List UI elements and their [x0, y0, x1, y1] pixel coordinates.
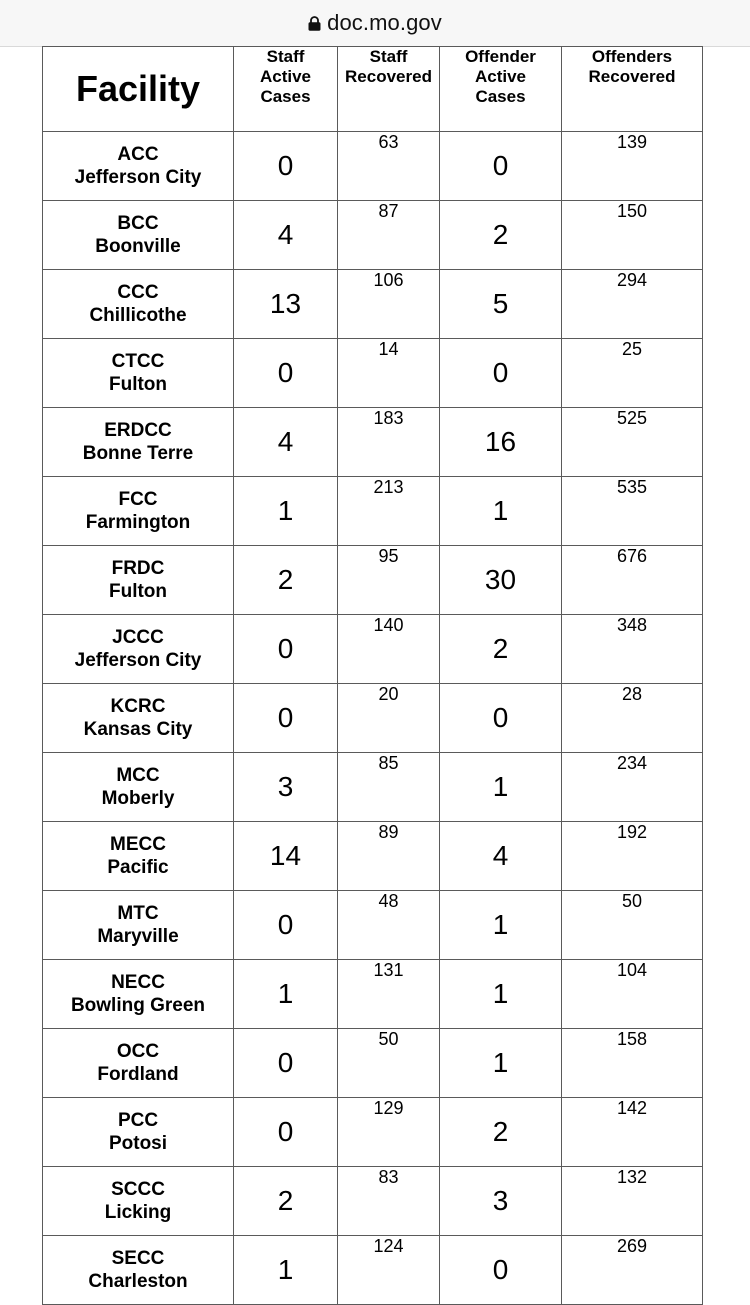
facility-code: OCC: [116, 1041, 160, 1062]
offenders-recovered-cell: 139: [562, 132, 703, 201]
facility-city: Bowling Green: [70, 995, 206, 1016]
offenders-recovered-cell: 104: [562, 960, 703, 1029]
table-row: [43, 1236, 703, 1305]
staff-recovered-cell: 129: [338, 1098, 440, 1167]
staff-recovered-cell: 50: [338, 1029, 440, 1098]
offenders-recovered-cell: 150: [562, 201, 703, 270]
staff-recovered-cell: 14: [338, 339, 440, 408]
staff-active-cases-cell: 0: [234, 684, 338, 753]
facility-cell: [43, 1098, 234, 1167]
facility-city: Charleston: [88, 1271, 188, 1292]
staff-active-cases-cell: 0: [234, 1029, 338, 1098]
offenders-recovered-cell: 676: [562, 546, 703, 615]
facility-code: NECC: [111, 972, 165, 993]
staff-active-cases-cell: 0: [234, 339, 338, 408]
offender-active-cases-cell: 30: [440, 546, 562, 615]
offender-active-cases-cell: 1: [440, 753, 562, 822]
table-row: [43, 201, 703, 270]
facility-code: ERDCC: [104, 420, 172, 441]
facility-cell: [43, 270, 234, 339]
facility-city: Chillicothe: [89, 305, 187, 326]
covid-cases-table: [42, 46, 703, 1305]
offenders-recovered-cell: 294: [562, 270, 703, 339]
offender-active-cases-cell: 0: [440, 1236, 562, 1305]
table-row: [43, 477, 703, 546]
staff-recovered-cell: 140: [338, 615, 440, 684]
facility-city: Kansas City: [83, 719, 193, 740]
facility-city: Potosi: [108, 1133, 168, 1154]
offenders-recovered-cell: 525: [562, 408, 703, 477]
facility-code: CCC: [117, 282, 159, 303]
offenders-recovered-cell: 234: [562, 753, 703, 822]
offender-active-cases-cell: 2: [440, 615, 562, 684]
facility-cell: [43, 1029, 234, 1098]
header-offender-active-cases: Offender Active Cases: [440, 47, 562, 132]
offender-active-cases-cell: 3: [440, 1167, 562, 1236]
facility-city: Jefferson City: [74, 167, 202, 188]
facility-code: JCCC: [112, 627, 164, 648]
staff-active-cases-cell: 4: [234, 408, 338, 477]
staff-active-cases-cell: 0: [234, 1098, 338, 1167]
facility-code: FRDC: [111, 558, 165, 579]
staff-recovered-cell: 63: [338, 132, 440, 201]
staff-active-cases-cell: 2: [234, 1167, 338, 1236]
browser-address-bar[interactable]: [0, 0, 750, 47]
facility-city: Bonne Terre: [82, 443, 194, 464]
facility-city: Fulton: [108, 581, 168, 602]
table-row: [43, 339, 703, 408]
offender-active-cases-cell: 2: [440, 1098, 562, 1167]
facility-cell: [43, 132, 234, 201]
facility-code: MTC: [117, 903, 159, 924]
header-staff-active-cases: Staff Active Cases: [234, 47, 338, 132]
staff-active-cases-cell: 0: [234, 132, 338, 201]
facility-city: Maryville: [97, 926, 179, 947]
facility-city: Fulton: [108, 374, 168, 395]
offender-active-cases-cell: 0: [440, 339, 562, 408]
staff-recovered-cell: 106: [338, 270, 440, 339]
offenders-recovered-cell: 158: [562, 1029, 703, 1098]
staff-recovered-cell: 87: [338, 201, 440, 270]
facility-code: ACC: [117, 144, 159, 165]
facility-cell: [43, 546, 234, 615]
offenders-recovered-cell: 192: [562, 822, 703, 891]
staff-recovered-cell: 131: [338, 960, 440, 1029]
offender-active-cases-cell: 1: [440, 891, 562, 960]
staff-active-cases-cell: 1: [234, 477, 338, 546]
facility-cell: [43, 1167, 234, 1236]
offender-active-cases-cell: 1: [440, 477, 562, 546]
table-row: [43, 270, 703, 339]
offenders-recovered-cell: 535: [562, 477, 703, 546]
staff-active-cases-cell: 0: [234, 891, 338, 960]
staff-active-cases-cell: 1: [234, 1236, 338, 1305]
table-header-row: [43, 47, 703, 132]
lock-icon: [308, 16, 321, 31]
staff-active-cases-cell: 1: [234, 960, 338, 1029]
staff-active-cases-cell: 4: [234, 201, 338, 270]
offenders-recovered-cell: 269: [562, 1236, 703, 1305]
facility-cell: [43, 477, 234, 546]
facility-city: Licking: [104, 1202, 172, 1223]
facility-cell: [43, 408, 234, 477]
facility-cell: [43, 201, 234, 270]
facility-city: Fordland: [97, 1064, 179, 1085]
offenders-recovered-cell: 142: [562, 1098, 703, 1167]
offenders-recovered-cell: 50: [562, 891, 703, 960]
facility-code: FCC: [118, 489, 158, 510]
facility-code: KCRC: [110, 696, 166, 717]
facility-code: MCC: [116, 765, 160, 786]
facility-code: SECC: [111, 1248, 165, 1269]
staff-recovered-cell: 83: [338, 1167, 440, 1236]
facility-cell: [43, 822, 234, 891]
staff-recovered-cell: 48: [338, 891, 440, 960]
staff-active-cases-cell: 14: [234, 822, 338, 891]
facility-code: BCC: [117, 213, 159, 234]
table-row: [43, 408, 703, 477]
staff-recovered-cell: 124: [338, 1236, 440, 1305]
staff-recovered-cell: 183: [338, 408, 440, 477]
offenders-recovered-cell: 132: [562, 1167, 703, 1236]
staff-active-cases-cell: 0: [234, 615, 338, 684]
table-row: [43, 1167, 703, 1236]
facility-city: Boonville: [95, 236, 181, 257]
facility-code: MECC: [110, 834, 166, 855]
offender-active-cases-cell: 0: [440, 132, 562, 201]
offender-active-cases-cell: 1: [440, 960, 562, 1029]
facility-code: PCC: [117, 1110, 159, 1131]
offender-active-cases-cell: 1: [440, 1029, 562, 1098]
staff-recovered-cell: 89: [338, 822, 440, 891]
facility-code: CTCC: [111, 351, 165, 372]
table-row: [43, 1098, 703, 1167]
table-row: [43, 684, 703, 753]
staff-recovered-cell: 85: [338, 753, 440, 822]
staff-active-cases-cell: 3: [234, 753, 338, 822]
offender-active-cases-cell: 0: [440, 684, 562, 753]
facility-cell: [43, 339, 234, 408]
table-row: [43, 891, 703, 960]
staff-recovered-cell: 213: [338, 477, 440, 546]
table-row: [43, 753, 703, 822]
table-row: [43, 960, 703, 1029]
facility-city: Pacific: [107, 857, 169, 878]
facility-cell: [43, 891, 234, 960]
offender-active-cases-cell: 2: [440, 201, 562, 270]
facility-cell: [43, 753, 234, 822]
table-row: [43, 615, 703, 684]
offenders-recovered-cell: 25: [562, 339, 703, 408]
facility-cell: [43, 960, 234, 1029]
header-staff-recovered: Staff Recovered: [338, 47, 440, 132]
table-row: [43, 1029, 703, 1098]
offender-active-cases-cell: 5: [440, 270, 562, 339]
table-row: [43, 546, 703, 615]
staff-active-cases-cell: 2: [234, 546, 338, 615]
facility-cell: [43, 615, 234, 684]
facility-city: Farmington: [85, 512, 191, 533]
offenders-recovered-cell: 348: [562, 615, 703, 684]
staff-recovered-cell: 20: [338, 684, 440, 753]
offender-active-cases-cell: 4: [440, 822, 562, 891]
offenders-recovered-cell: 28: [562, 684, 703, 753]
table-row: [43, 822, 703, 891]
facility-cell: [43, 684, 234, 753]
table-row: [43, 132, 703, 201]
header-offenders-recovered: Offenders Recovered: [562, 47, 703, 132]
address-domain: doc.mo.gov: [327, 10, 442, 35]
header-facility: Facility: [43, 47, 234, 132]
offender-active-cases-cell: 16: [440, 408, 562, 477]
facility-code: SCCC: [111, 1179, 165, 1200]
facility-city: Jefferson City: [74, 650, 202, 671]
facility-city: Moberly: [101, 788, 175, 809]
facility-cell: [43, 1236, 234, 1305]
staff-active-cases-cell: 13: [234, 270, 338, 339]
staff-recovered-cell: 95: [338, 546, 440, 615]
